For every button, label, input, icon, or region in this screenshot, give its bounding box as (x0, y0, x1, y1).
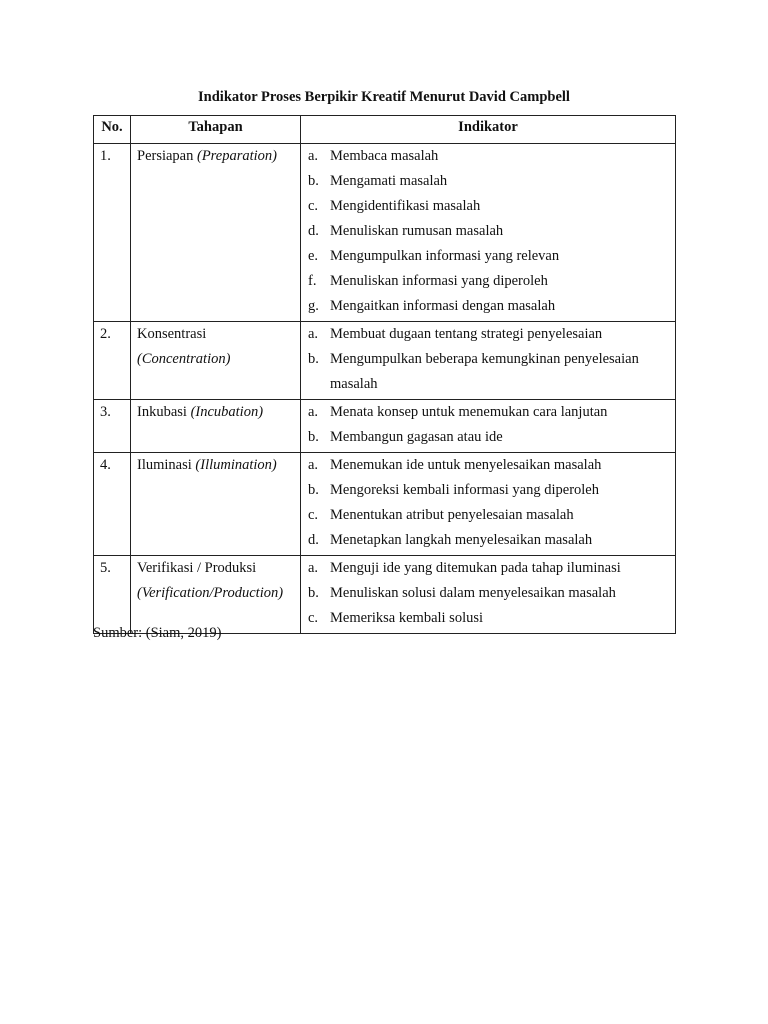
list-marker: a. (308, 404, 319, 420)
indicator-list (301, 322, 675, 397)
list-item (301, 606, 675, 631)
indicator-cell (301, 556, 676, 634)
list-item (301, 400, 675, 425)
list-item (301, 503, 675, 528)
indicator-text: Mengidentifikasi masalah (330, 198, 481, 214)
list-item (301, 169, 675, 194)
list-marker: c. (308, 507, 319, 523)
header-stage: Tahapan (131, 116, 301, 144)
list-marker: a. (308, 148, 319, 164)
list-marker: a. (308, 457, 319, 473)
row-number: 2. (94, 322, 131, 400)
indicator-text: Membaca masalah (330, 148, 439, 164)
list-marker: a. (308, 326, 319, 342)
stage-name: Verifikasi / Produksi (137, 560, 257, 576)
header-no: No. (94, 116, 131, 144)
stage-name: Inkubasi (137, 404, 187, 420)
list-marker: c. (308, 610, 319, 626)
list-marker: a. (308, 560, 319, 576)
stage-name: Iluminasi (137, 457, 192, 473)
indicator-list (301, 556, 675, 631)
indicator-text: Menuliskan rumusan masalah (330, 223, 504, 239)
list-marker: g. (308, 298, 319, 314)
indicator-cell (301, 400, 676, 453)
indicator-table (93, 115, 676, 634)
list-item (301, 347, 675, 397)
list-item (301, 478, 675, 503)
indicator-text: Menuliskan informasi yang diperoleh (330, 273, 548, 289)
list-marker: c. (308, 198, 319, 214)
indicator-text: Mengumpulkan informasi yang relevan (330, 248, 560, 264)
table-title: Indikator Proses Berpikir Kreatif Menurut David Campbell (198, 89, 570, 105)
stage-english: (Incubation) (190, 404, 264, 420)
list-marker: b. (308, 482, 319, 498)
row-number: 4. (94, 453, 131, 556)
stage-cell (131, 400, 301, 453)
list-marker: d. (308, 532, 319, 548)
list-item (301, 244, 675, 269)
list-marker: b. (308, 351, 319, 367)
table-row (94, 400, 676, 453)
table-row (94, 144, 676, 322)
list-item (301, 144, 675, 169)
indicator-text: Mengaitkan informasi dengan masalah (330, 298, 556, 314)
list-item (301, 556, 675, 581)
indicator-cell (301, 144, 676, 322)
indicator-list (301, 400, 675, 450)
table-row (94, 556, 676, 634)
list-marker: f. (308, 273, 317, 289)
list-item (301, 453, 675, 478)
indicator-text: Membuat dugaan tentang strategi penyelesaian (330, 326, 603, 342)
list-item (301, 269, 675, 294)
indicator-text: Membangun gagasan atau ide (330, 429, 503, 445)
indicator-list (301, 453, 675, 553)
list-item (301, 322, 675, 347)
indicator-cell (301, 322, 676, 400)
indicator-text: Menuliskan solusi dalam menyelesaikan masalah (330, 585, 616, 601)
stage-name: Persiapan (137, 148, 194, 164)
list-marker: b. (308, 585, 319, 601)
row-number: 1. (94, 144, 131, 322)
stage-english: (Illumination) (195, 457, 277, 473)
indicator-text: Mengumpulkan beberapa kemungkinan penyelesaian masalah (330, 351, 639, 392)
indicator-text: Menentukan atribut penyelesaian masalah (330, 507, 574, 523)
list-marker: d. (308, 223, 319, 239)
stage-cell (131, 556, 301, 634)
list-marker: e. (308, 248, 319, 264)
indicator-text: Mengoreksi kembali informasi yang diperoleh (330, 482, 599, 498)
stage-name: Konsentrasi (137, 326, 207, 342)
indicator-cell (301, 453, 676, 556)
stage-english: (Preparation) (197, 148, 278, 164)
list-item (301, 581, 675, 606)
list-item (301, 219, 675, 244)
stage-cell (131, 453, 301, 556)
table-row (94, 322, 676, 400)
row-number: 3. (94, 400, 131, 453)
indicator-text: Mengamati masalah (330, 173, 448, 189)
list-item (301, 425, 675, 450)
list-item (301, 194, 675, 219)
stage-english: (Concentration) (137, 351, 231, 367)
list-item (301, 294, 675, 319)
indicator-text: Menetapkan langkah menyelesaikan masalah (330, 532, 593, 548)
list-marker: b. (308, 173, 319, 189)
indicator-text: Menata konsep untuk menemukan cara lanjutan (330, 404, 608, 420)
indicator-list (301, 144, 675, 319)
row-number: 5. (94, 556, 131, 634)
source-citation: Sumber: (Siam, 2019) (93, 625, 222, 641)
indicator-text: Menguji ide yang ditemukan pada tahap iluminasi (330, 560, 621, 576)
table-header-row (94, 116, 676, 144)
stage-cell (131, 144, 301, 322)
stage-cell (131, 322, 301, 400)
stage-english: (Verification/Production) (137, 585, 284, 601)
list-item (301, 528, 675, 553)
table-row (94, 453, 676, 556)
indicator-text: Menemukan ide untuk menyelesaikan masalah (330, 457, 602, 473)
header-indicator: Indikator (301, 116, 676, 144)
list-marker: b. (308, 429, 319, 445)
indicator-text: Memeriksa kembali solusi (330, 610, 484, 626)
